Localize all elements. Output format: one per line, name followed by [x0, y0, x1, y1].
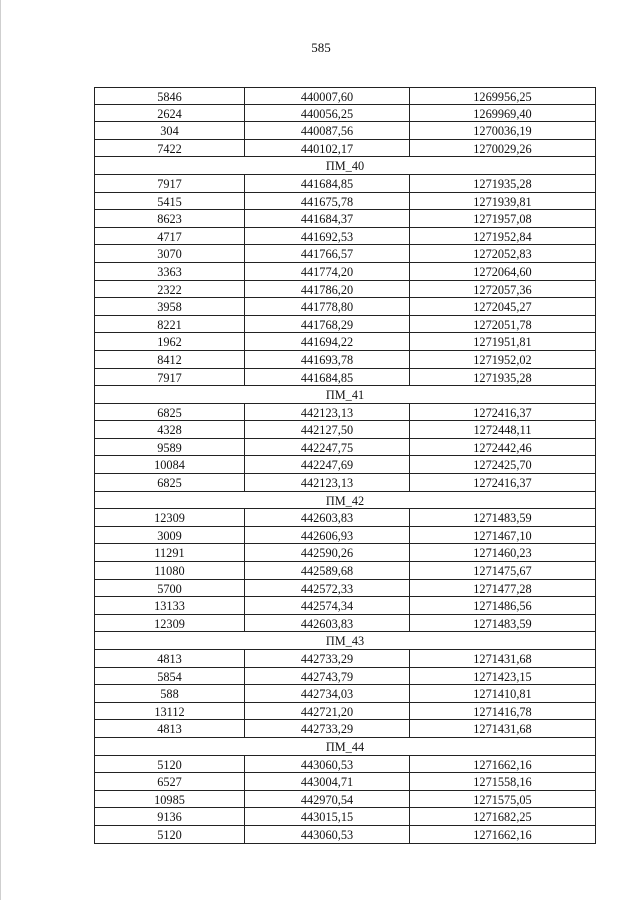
x-coordinate-cell: 442734,03: [245, 685, 410, 702]
point-number-cell: 1962: [94, 333, 245, 350]
y-coordinate-cell: 1271475,67: [410, 562, 596, 579]
table-row: [94, 615, 596, 633]
y-coordinate-cell: 1269956,25: [410, 88, 596, 104]
page-number: 585: [311, 40, 331, 55]
y-coordinate-cell: 1271957,08: [410, 210, 596, 227]
table-row: [94, 668, 596, 686]
y-coordinate-cell: 1272064,60: [410, 263, 596, 280]
section-label: ПМ_44: [94, 738, 596, 755]
x-coordinate-cell: 442247,69: [245, 456, 410, 473]
section-label: ПМ_41: [94, 386, 596, 403]
x-coordinate-cell: 441684,85: [245, 369, 410, 386]
y-coordinate-cell: 1271662,16: [410, 756, 596, 773]
table-row: [94, 544, 596, 562]
x-coordinate-cell: 441693,78: [245, 351, 410, 368]
point-number-cell: 2624: [94, 105, 245, 122]
point-number-cell: 6825: [94, 404, 245, 421]
point-number-cell: 5846: [94, 88, 245, 104]
table-row: [94, 527, 596, 545]
x-coordinate-cell: 442721,20: [245, 703, 410, 720]
x-coordinate-cell: 441774,20: [245, 263, 410, 280]
y-coordinate-cell: 1271431,68: [410, 650, 596, 667]
x-coordinate-cell: 442603,83: [245, 615, 410, 632]
point-number-cell: 7917: [94, 175, 245, 192]
table-row: [94, 281, 596, 299]
y-coordinate-cell: 1271423,15: [410, 668, 596, 685]
y-coordinate-cell: 1271477,28: [410, 580, 596, 597]
table-row: [94, 210, 596, 228]
y-coordinate-cell: 1272448,11: [410, 421, 596, 438]
section-header-row: [94, 386, 596, 404]
point-number-cell: 10084: [94, 456, 245, 473]
point-number-cell: 304: [94, 122, 245, 139]
point-number-cell: 4813: [94, 720, 245, 737]
section-label: ПМ_40: [94, 157, 596, 174]
point-number-cell: 12309: [94, 509, 245, 526]
table-row: [94, 351, 596, 369]
x-coordinate-cell: 441778,80: [245, 298, 410, 315]
y-coordinate-cell: 1272045,27: [410, 298, 596, 315]
y-coordinate-cell: 1271952,02: [410, 351, 596, 368]
y-coordinate-cell: 1272057,36: [410, 281, 596, 298]
table-row: [94, 773, 596, 791]
point-number-cell: 8412: [94, 351, 245, 368]
table-row: [94, 122, 596, 140]
table-row: [94, 756, 596, 774]
x-coordinate-cell: 441766,57: [245, 245, 410, 262]
x-coordinate-cell: 441768,29: [245, 316, 410, 333]
point-number-cell: 5700: [94, 580, 245, 597]
y-coordinate-cell: 1271558,16: [410, 773, 596, 790]
point-number-cell: 8623: [94, 210, 245, 227]
x-coordinate-cell: 442127,50: [245, 421, 410, 438]
point-number-cell: 4328: [94, 421, 245, 438]
table-row: [94, 456, 596, 474]
x-coordinate-cell: 443015,15: [245, 808, 410, 825]
y-coordinate-cell: 1272416,37: [410, 404, 596, 421]
point-number-cell: 4717: [94, 228, 245, 245]
y-coordinate-cell: 1272051,78: [410, 316, 596, 333]
y-coordinate-cell: 1271662,16: [410, 826, 596, 843]
y-coordinate-cell: 1271939,81: [410, 193, 596, 210]
y-coordinate-cell: 1270036,19: [410, 122, 596, 139]
point-number-cell: 9136: [94, 808, 245, 825]
point-number-cell: 5120: [94, 756, 245, 773]
table-row: [94, 808, 596, 826]
coordinates-table: [94, 87, 596, 844]
point-number-cell: 7422: [94, 140, 245, 157]
x-coordinate-cell: 441675,78: [245, 193, 410, 210]
x-coordinate-cell: 442123,13: [245, 474, 410, 491]
x-coordinate-cell: 442603,83: [245, 509, 410, 526]
x-coordinate-cell: 441692,53: [245, 228, 410, 245]
y-coordinate-cell: 1271483,59: [410, 615, 596, 632]
y-coordinate-cell: 1272416,37: [410, 474, 596, 491]
table-row: [94, 333, 596, 351]
table-row: [94, 175, 596, 193]
x-coordinate-cell: 442606,93: [245, 527, 410, 544]
table-row: [94, 105, 596, 123]
x-coordinate-cell: 442574,34: [245, 597, 410, 614]
point-number-cell: 13133: [94, 597, 245, 614]
table-row: [94, 474, 596, 492]
table-row: [94, 87, 596, 105]
section-label: ПМ_43: [94, 632, 596, 649]
point-number-cell: 6825: [94, 474, 245, 491]
table-row: [94, 298, 596, 316]
x-coordinate-cell: 442247,75: [245, 439, 410, 456]
point-number-cell: 12309: [94, 615, 245, 632]
y-coordinate-cell: 1269969,40: [410, 105, 596, 122]
table-row: [94, 439, 596, 457]
table-row: [94, 263, 596, 281]
y-coordinate-cell: 1271935,28: [410, 369, 596, 386]
y-coordinate-cell: 1272425,70: [410, 456, 596, 473]
y-coordinate-cell: 1271952,84: [410, 228, 596, 245]
x-coordinate-cell: 442572,33: [245, 580, 410, 597]
table-row: [94, 650, 596, 668]
y-coordinate-cell: 1271935,28: [410, 175, 596, 192]
x-coordinate-cell: 442589,68: [245, 562, 410, 579]
x-coordinate-cell: 443060,53: [245, 826, 410, 843]
table-row: [94, 369, 596, 387]
x-coordinate-cell: 442970,54: [245, 791, 410, 808]
table-row: [94, 193, 596, 211]
point-number-cell: 4813: [94, 650, 245, 667]
table-row: [94, 597, 596, 615]
point-number-cell: 8221: [94, 316, 245, 333]
x-coordinate-cell: 440056,25: [245, 105, 410, 122]
y-coordinate-cell: 1271486,56: [410, 597, 596, 614]
y-coordinate-cell: 1271951,81: [410, 333, 596, 350]
point-number-cell: 3070: [94, 245, 245, 262]
point-number-cell: 6527: [94, 773, 245, 790]
y-coordinate-cell: 1272442,46: [410, 439, 596, 456]
x-coordinate-cell: 442733,29: [245, 720, 410, 737]
y-coordinate-cell: 1271431,68: [410, 720, 596, 737]
x-coordinate-cell: 440102,17: [245, 140, 410, 157]
table-row: [94, 245, 596, 263]
x-coordinate-cell: 443060,53: [245, 756, 410, 773]
point-number-cell: 11291: [94, 544, 245, 561]
table-row: [94, 720, 596, 738]
point-number-cell: 13112: [94, 703, 245, 720]
table-row: [94, 791, 596, 809]
x-coordinate-cell: 443004,71: [245, 773, 410, 790]
point-number-cell: 5120: [94, 826, 245, 843]
section-header-row: [94, 492, 596, 510]
point-number-cell: 9589: [94, 439, 245, 456]
y-coordinate-cell: 1272052,83: [410, 245, 596, 262]
point-number-cell: 3958: [94, 298, 245, 315]
section-header-row: [94, 632, 596, 650]
point-number-cell: 3363: [94, 263, 245, 280]
section-header-row: [94, 157, 596, 175]
point-number-cell: 2322: [94, 281, 245, 298]
table-row: [94, 404, 596, 422]
x-coordinate-cell: 442743,79: [245, 668, 410, 685]
y-coordinate-cell: 1271460,23: [410, 544, 596, 561]
x-coordinate-cell: 442733,29: [245, 650, 410, 667]
y-coordinate-cell: 1271410,81: [410, 685, 596, 702]
point-number-cell: 3009: [94, 527, 245, 544]
table-row: [94, 703, 596, 721]
point-number-cell: 10985: [94, 791, 245, 808]
x-coordinate-cell: 441694,22: [245, 333, 410, 350]
section-label: ПМ_42: [94, 492, 596, 509]
table-row: [94, 140, 596, 158]
x-coordinate-cell: 441684,85: [245, 175, 410, 192]
x-coordinate-cell: 441786,20: [245, 281, 410, 298]
x-coordinate-cell: 442590,26: [245, 544, 410, 561]
point-number-cell: 5415: [94, 193, 245, 210]
table-row: [94, 562, 596, 580]
table-row: [94, 685, 596, 703]
point-number-cell: 5854: [94, 668, 245, 685]
x-coordinate-cell: 441684,37: [245, 210, 410, 227]
point-number-cell: 588: [94, 685, 245, 702]
y-coordinate-cell: 1270029,26: [410, 140, 596, 157]
x-coordinate-cell: 440007,60: [245, 88, 410, 104]
table-row: [94, 580, 596, 598]
y-coordinate-cell: 1271483,59: [410, 509, 596, 526]
y-coordinate-cell: 1271682,25: [410, 808, 596, 825]
x-coordinate-cell: 440087,56: [245, 122, 410, 139]
table-row: [94, 316, 596, 334]
table-row: [94, 421, 596, 439]
section-header-row: [94, 738, 596, 756]
point-number-cell: 11080: [94, 562, 245, 579]
point-number-cell: 7917: [94, 369, 245, 386]
table-row: [94, 228, 596, 246]
y-coordinate-cell: 1271575,05: [410, 791, 596, 808]
table-row: [94, 826, 596, 844]
table-row: [94, 509, 596, 527]
x-coordinate-cell: 442123,13: [245, 404, 410, 421]
y-coordinate-cell: 1271467,10: [410, 527, 596, 544]
y-coordinate-cell: 1271416,78: [410, 703, 596, 720]
